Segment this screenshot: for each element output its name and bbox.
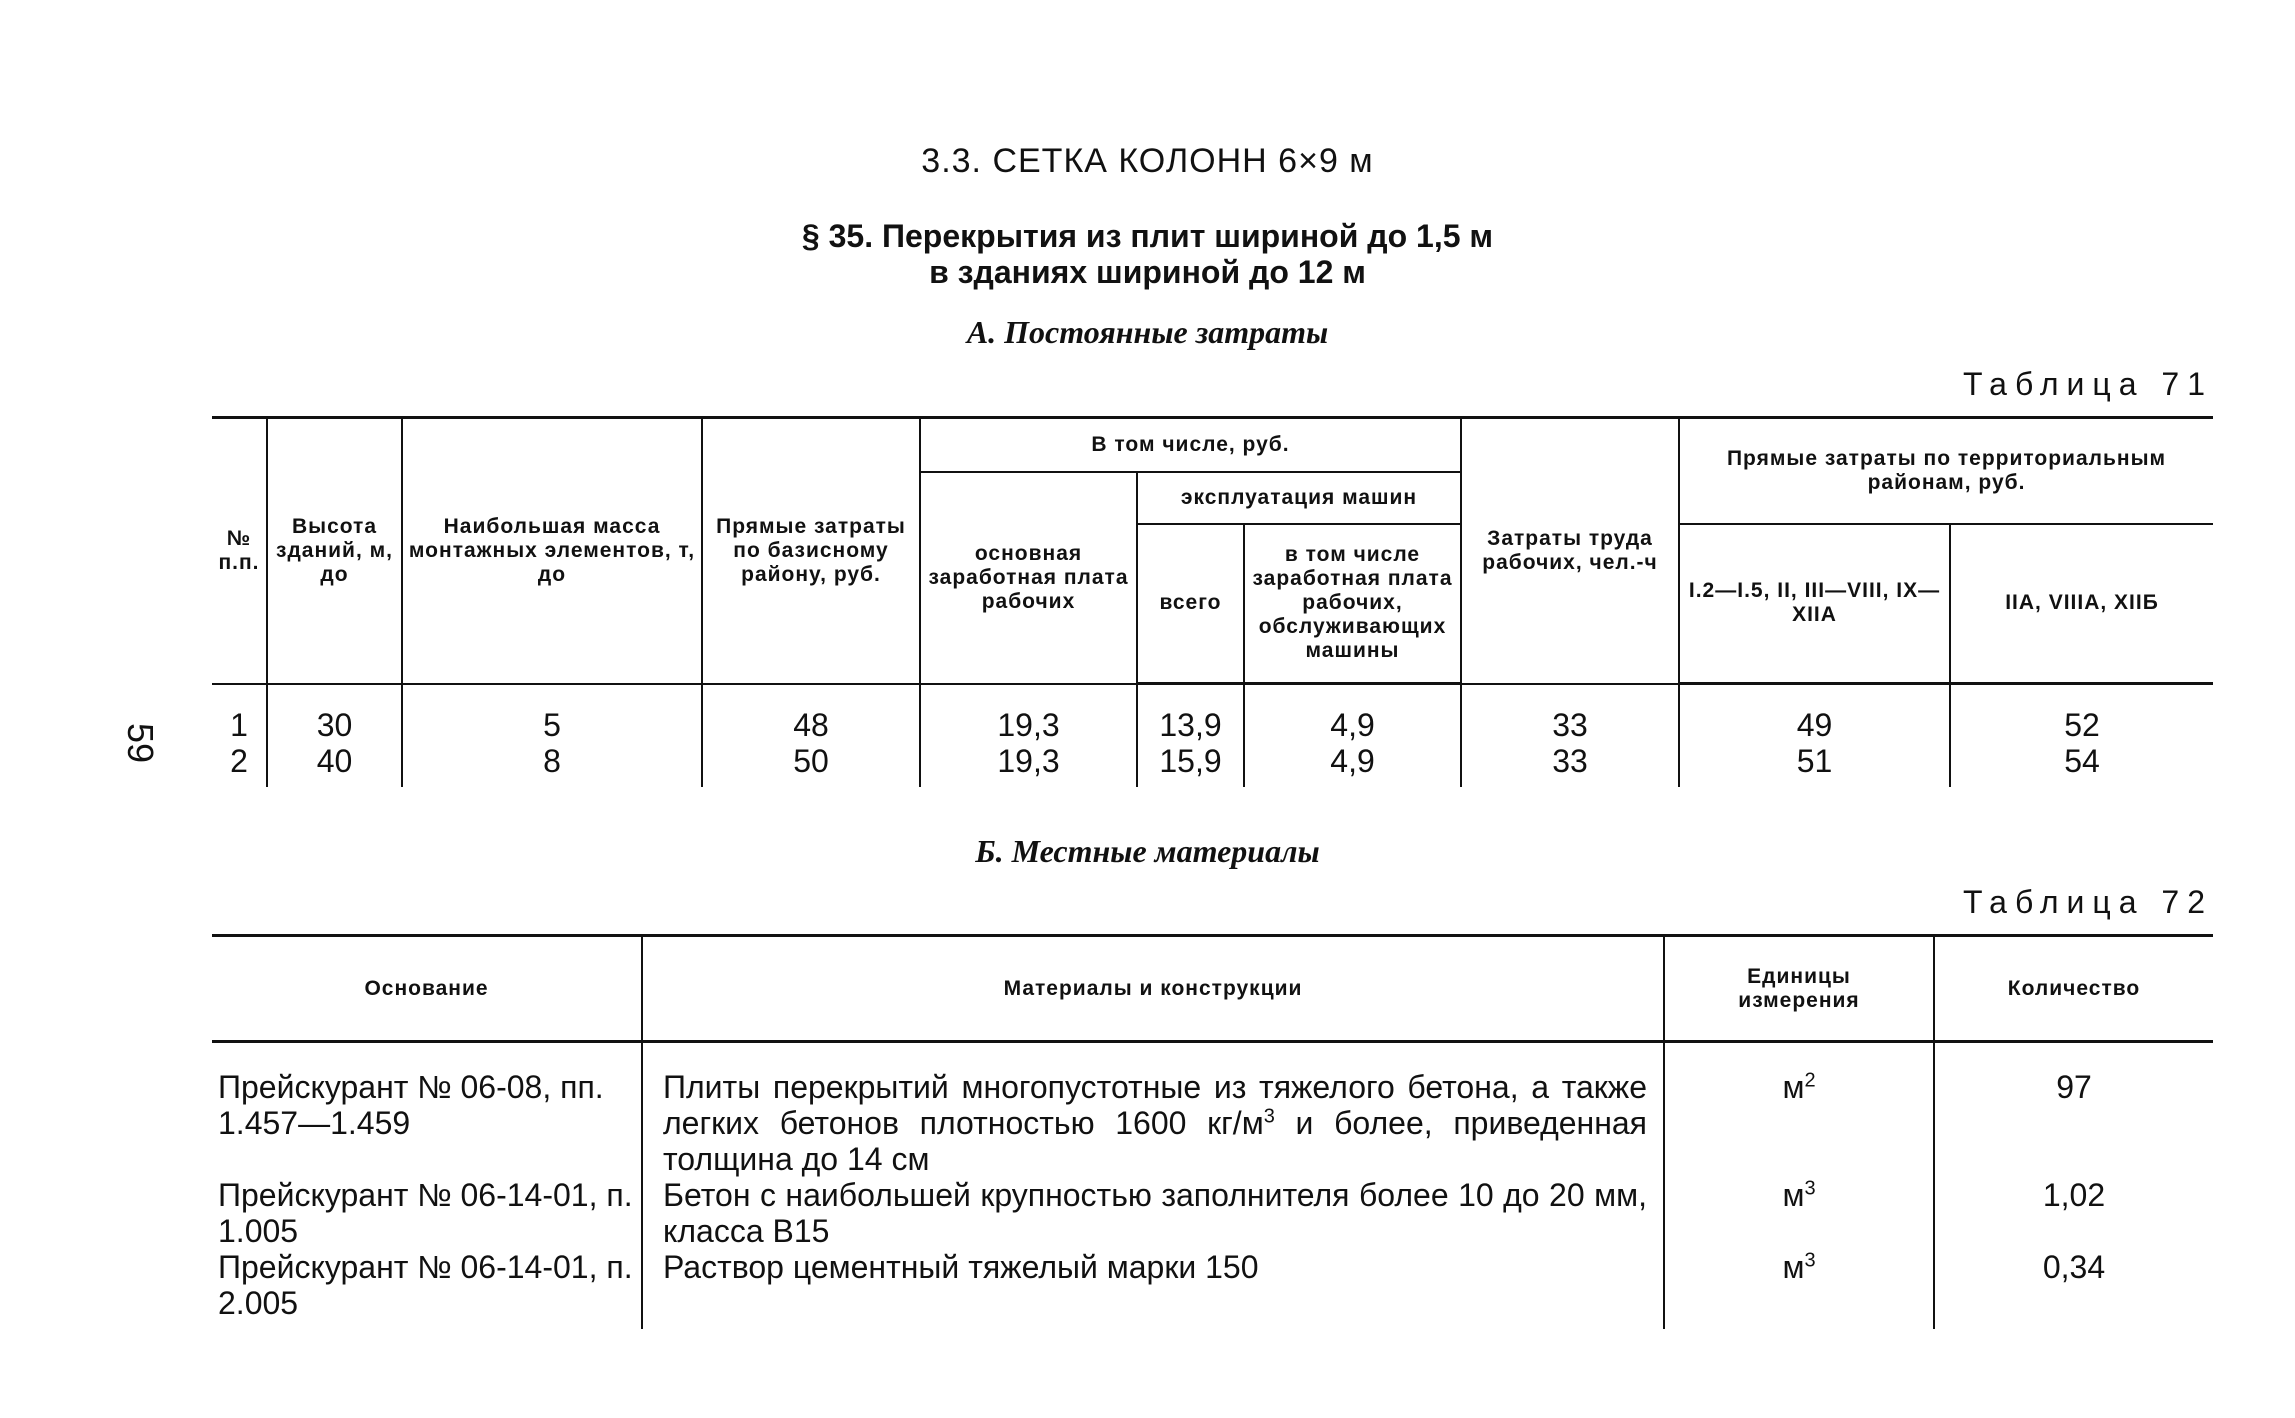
table72-subtitle: Б. Местные материалы [975,833,1320,869]
cell-region-1: 49 [1679,684,1950,744]
unit-superscript: 2 [1804,1069,1816,1092]
cell-labor: 33 [1461,743,1679,787]
cell-unit [1664,1249,1934,1329]
cell-quantity: 1,02 [1934,1177,2213,1249]
header-materials: Материалы и конструкции [642,936,1664,1042]
material-text-continued: и более, приведенная толщина до 14 см [663,1105,1647,1177]
header-direct-costs: Прямые затраты по базисному району, руб. [702,418,920,684]
header-mass: Наибольшая масса монтажных элементов, т, до [402,418,702,684]
unit-superscript: 3 [1804,1249,1816,1272]
material-text: Раствор цементный тяжелый марки 150 [663,1249,1259,1285]
cell-basis: Прейскурант № 06-08, пп. 1.457—1.459 [212,1042,642,1178]
paragraph-title-line1: § 35. Перекрытия из плит шириной до 1,5 м [801,218,1494,254]
cell-material [642,1249,1664,1329]
header-region-2: IIА, VIIIА, XIIБ [1950,524,2213,684]
header-machine-wage: в том числе заработная плата рабочих, обслуживающих машины [1244,524,1461,684]
cell-unit [1664,1042,1934,1178]
cell-labor: 33 [1461,684,1679,744]
cell-num: 2 [212,743,267,787]
header-machine: эксплуатация машин [1137,472,1461,524]
cell-material [642,1177,1664,1249]
cell-direct: 48 [702,684,920,744]
cell-height: 30 [267,684,402,744]
table-71 [212,416,2213,787]
header-unit: Единицы измерения [1664,936,1934,1042]
table-row [212,1249,2213,1329]
unit-superscript: 3 [1804,1177,1816,1200]
material-text: Бетон с наибольшей крупностью заполнителя более 10 до 20 мм, класса В15 [663,1177,1647,1249]
table72-label: Таблица 72 [1963,884,2213,920]
page-number: 59 [120,722,162,764]
cell-total: 13,9 [1137,684,1244,744]
cell-machine-wage: 4,9 [1244,684,1461,744]
cell-region-1: 51 [1679,743,1950,787]
cell-wage: 19,3 [920,743,1137,787]
material-text: Плиты перекрытий многопустотные из тяжелого бетона, а также легких бетонов плотностью 1600 кг/м [663,1069,1647,1141]
table71-subtitle: А. Постоянные затраты [966,314,1329,350]
unit-text: м [1782,1177,1805,1213]
cell-region-2: 54 [1950,743,2213,787]
table-row [212,684,2213,744]
header-machine-total: всего [1137,524,1244,684]
cell-height: 40 [267,743,402,787]
cell-quantity: 97 [1934,1042,2213,1178]
cell-unit [1664,1177,1934,1249]
header-height: Высота зданий, м, до [267,418,402,684]
table-row [212,1177,2213,1249]
cell-basis: Прейскурант № 06-14-01, п. 2.005 [212,1249,642,1329]
cell-quantity: 0,34 [1934,1249,2213,1329]
cell-machine-wage: 4,9 [1244,743,1461,787]
cell-mass: 8 [402,743,702,787]
header-basis: Основание [212,936,642,1042]
unit-text: м [1782,1069,1805,1105]
paragraph-title [0,218,2295,290]
cell-num: 1 [212,684,267,744]
table-row [212,743,2213,787]
cell-direct: 50 [702,743,920,787]
cell-wage: 19,3 [920,684,1137,744]
header-labor: Затраты труда рабочих, чел.-ч [1461,418,1679,684]
header-quantity: Количество [1934,936,2213,1042]
header-region-1: I.2—I.5, II, III—VIII, IX—XIIА [1679,524,1950,684]
table-row [212,1042,2213,1178]
cell-total: 15,9 [1137,743,1244,787]
unit-text: м [1782,1249,1805,1285]
header-wage: основная заработная плата рабочих [920,472,1137,684]
material-superscript: 3 [1263,1105,1275,1128]
cell-mass: 5 [402,684,702,744]
cell-basis: Прейскурант № 06-14-01, п. 1.005 [212,1177,642,1249]
cell-material [642,1042,1664,1178]
table71-label: Таблица 71 [1963,366,2213,402]
header-num: № п.п. [212,418,267,684]
header-including: В том числе, руб. [920,418,1461,472]
cell-region-2: 52 [1950,684,2213,744]
table-72 [212,934,2213,1329]
section-title: 3.3. СЕТКА КОЛОНН 6×9 м [921,142,1374,180]
paragraph-title-line2: в зданиях шириной до 12 м [929,254,1366,290]
header-regional: Прямые затраты по территориальным районам, руб. [1679,418,2213,524]
